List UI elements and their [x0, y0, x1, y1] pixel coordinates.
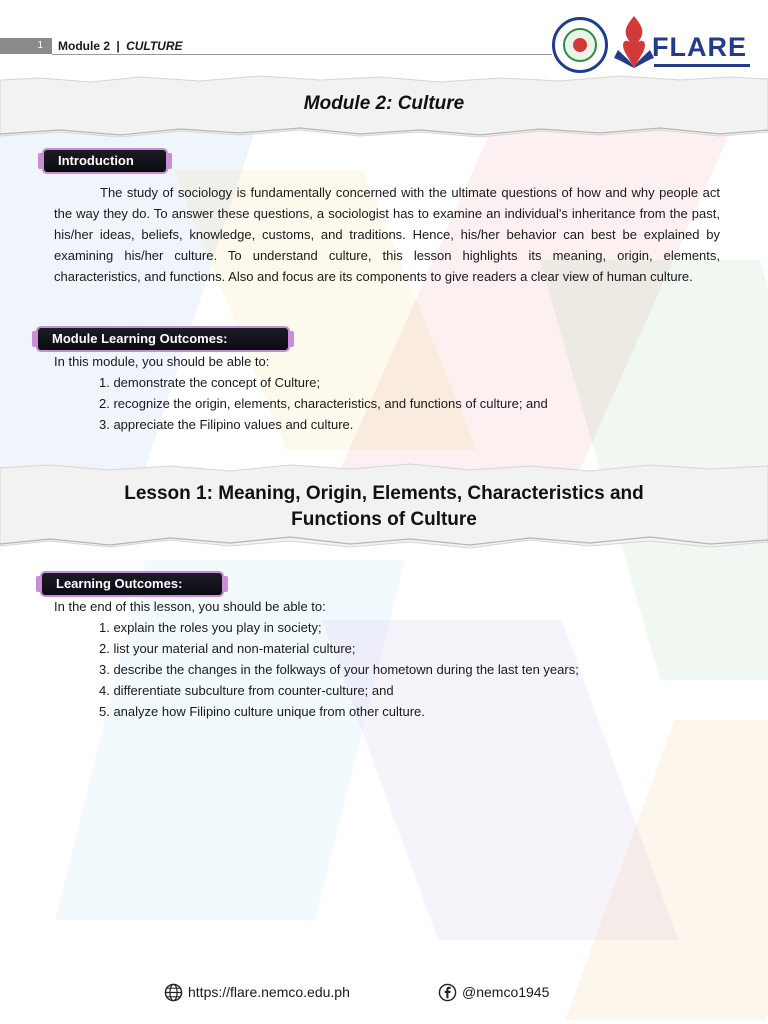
list-item: 2. recognize the origin, elements, characteristics, and functions of culture; and — [99, 396, 548, 411]
list-item: 1. demonstrate the concept of Culture; — [99, 375, 321, 390]
list-item: 3. appreciate the Filipino values and culture. — [99, 417, 354, 432]
flare-logo — [612, 14, 752, 76]
introduction-paragraph: The study of sociology is fundamentally concerned with the ultimate questions of how and why people act the way they do. To answer these questions, a sociologist has to examine an individual's inheritance from the past, his/her ideas, beliefs, knowledge, customs, and traditions. Hence, his/her behavior can best be explained by examining his/her culture. To understand culture, this lesson highlights its meaning, origin, elements, characteristics, and functions. Also and focus are its components to give readers a clear view of human culture. — [54, 185, 720, 284]
module-outcomes-label: Module Learning Outcomes: — [38, 328, 288, 350]
flare-wordmark: FLARE — [652, 32, 747, 62]
globe-icon — [164, 983, 183, 1002]
module-label: Module 2 — [58, 39, 111, 53]
page-number: 1 — [0, 38, 52, 54]
lesson-title-banner — [0, 462, 768, 552]
learning-outcomes-intro: In the end of this lesson, you should be able to: — [54, 599, 326, 614]
facebook-handle[interactable]: @nemco1945 — [462, 984, 550, 1000]
lesson-title-line2: Functions of Culture — [291, 509, 477, 530]
flare-tagline-bar — [654, 64, 750, 67]
school-seal-logo — [552, 17, 608, 73]
learning-outcomes-list — [99, 620, 579, 725]
list-item: 5. analyze how Filipino culture unique from other culture. — [99, 704, 425, 719]
module-title: Module 2: Culture — [303, 93, 465, 114]
facebook-icon — [438, 983, 457, 1002]
module-subject: CULTURE — [126, 39, 183, 53]
lesson-title-line1: Lesson 1: Meaning, Origin, Elements, Characteristics and — [124, 483, 644, 504]
list-item: 2. list your material and non-material culture; — [99, 641, 356, 656]
module-outcomes-intro: In this module, you should be able to: — [54, 354, 270, 369]
website-url[interactable]: https://flare.nemco.edu.ph — [188, 984, 350, 1000]
list-item: 1. explain the roles you play in society; — [99, 620, 322, 635]
running-title — [58, 39, 183, 53]
header-divider — [52, 54, 552, 55]
title-separator: | — [116, 39, 120, 53]
lesson-title — [0, 481, 768, 533]
flame-icon — [612, 14, 656, 70]
introduction-label: Introduction — [44, 150, 166, 172]
list-item: 3. describe the changes in the folkways of your hometown during the last ten years; — [99, 662, 579, 677]
module-title-banner — [0, 74, 768, 140]
page-footer — [0, 980, 768, 1004]
learning-outcomes-label: Learning Outcomes: — [42, 573, 222, 595]
list-item: 4. differentiate subculture from counter-culture; and — [99, 683, 394, 698]
module-outcomes-list — [99, 375, 548, 438]
